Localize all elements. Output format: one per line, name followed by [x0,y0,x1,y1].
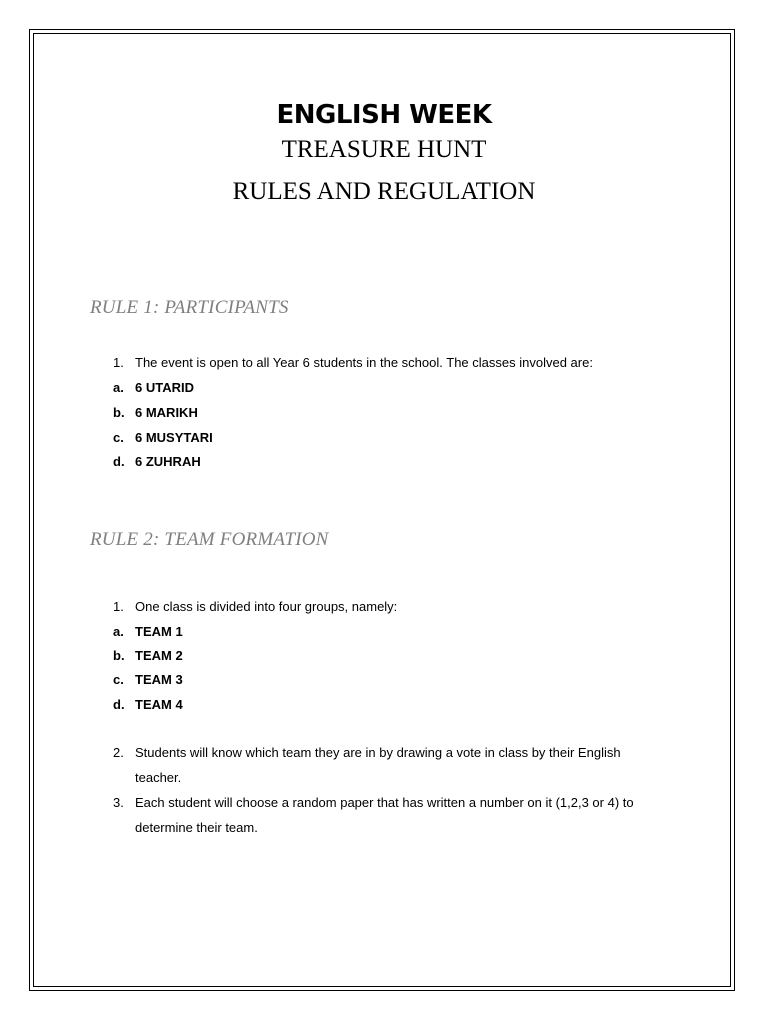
rule2-item-1-text: One class is divided into four groups, namely: [135,599,398,614]
class-label: 6 MARIKH [135,405,198,420]
team-label: TEAM 4 [135,697,183,712]
list-marker: b. [113,405,125,420]
list-marker: c. [113,430,124,445]
class-label: 6 MUSYTARI [135,430,213,445]
team-label: TEAM 3 [135,672,183,687]
page-title: ENGLISH WEEK [276,100,492,130]
rule2-item-3-text-cont: determine their team. [135,820,258,835]
list-marker: 2. [113,745,124,760]
list-marker: d. [113,454,125,469]
list-marker: 1. [113,599,124,614]
team-label: TEAM 2 [135,648,183,663]
team-label: TEAM 1 [135,624,183,639]
class-label: 6 UTARID [135,380,194,395]
list-marker: b. [113,648,125,663]
class-label: 6 ZUHRAH [135,454,201,469]
rule2-item-2-text: Students will know which team they are in by drawing a vote in class by their English [135,745,621,760]
list-marker: a. [113,624,124,639]
rule1-item-1-text: The event is open to all Year 6 students in the school. The classes involved are: [135,355,593,370]
list-marker: 1. [113,355,124,370]
list-marker: a. [113,380,124,395]
page-subtitle: TREASURE HUNT [281,136,487,163]
page-subtitle-rules: RULES AND REGULATION [232,178,536,205]
rule2-item-3-text: Each student will choose a random paper that has written a number on it (1,2,3 or 4) to [135,795,634,810]
rule2-heading: RULE 2: TEAM FORMATION [90,529,329,550]
list-marker: c. [113,672,124,687]
rule1-heading: RULE 1: PARTICIPANTS [90,297,289,318]
rule2-item-2-text-cont: teacher. [135,770,182,785]
list-marker: d. [113,697,125,712]
list-marker: 3. [113,795,124,810]
